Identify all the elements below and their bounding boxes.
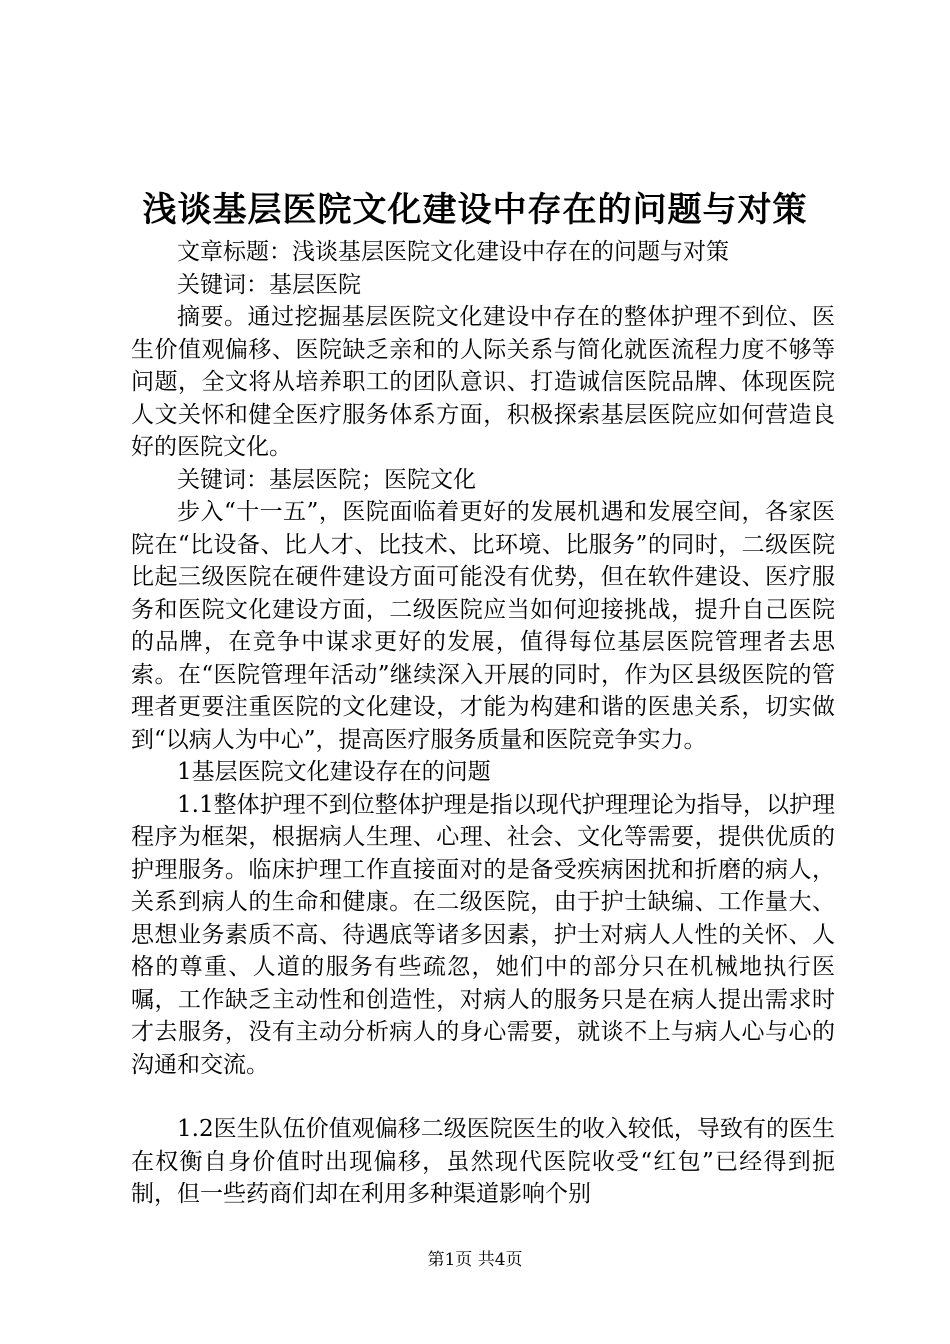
document-body (131, 236, 835, 1211)
keywords-line: 关键词：基层医院 (177, 271, 361, 298)
page-footer: 第1页 共4页 (427, 1250, 523, 1270)
article-title-line: 文章标题：浅谈基层医院文化建设中存在的问题与对策 (177, 239, 729, 265)
intro-paragraph: 步入“十一五”，医院面临着更好的发展机遇和发展空间，各家医院在“比设备、比人才、比技术、比环境、比服务”的同时，二级医院比起三级医院在硬件建设方面可能没有优势，但在软件建设、医疗服务和医院文化建设方面，二级医院应当如何迎接挑战，提升自己医院的品牌，在竞争中谋求更好的发展，值得每位基层医院管理者去思索。在“医院管理年活动”继续深入开展的同时，作为区县级医院的管理者更要注重医院的文化建设，才能为构建和谐的医患关系，切实做到“以病人为中心”，提高医疗服务质量和医院竞争实力。 (131, 499, 835, 753)
section-1-2-paragraph: 1.2医生队伍价值观偏移二级医院医生的收入较低，导致有的医生在权衡自身价值时出现偏移，虽然现代医院收受“红包”已经得到扼制，但一些药商们却在利用多种渠道影响个别 (131, 1116, 835, 1207)
keywords-line-full: 关键词：基层医院；医院文化 (177, 466, 476, 493)
abstract-paragraph: 摘要。通过挖掘基层医院文化建设中存在的整体护理不到位、医生价值观偏移、医院缺乏亲和的人际关系与简化就医流程力度不够等问题，全文将从培养职工的团队意识、打造诚信医院品牌、体现医院人文关怀和健全医疗服务体系方面，积极探索基层医院应如何营造良好的医院文化。 (131, 304, 835, 460)
section-1-1-paragraph: 1.1整体护理不到位整体护理是指以现代护理理论为指导，以护理程序为框架，根据病人生理、心理、社会、文化等需要，提供优质的护理服务。临床护理工作直接面对的是备受疾病困扰和折磨的病人，关系到病人的生命和健康。在二级医院，由于护士缺编、工作量大、思想业务素质不高、待遇底等诸多因素，护士对病人人性的关怀、人格的尊重、人道的服务有些疏忽，她们中的部分只在机械地执行医嘱，工作缺乏主动性和创造性，对病人的服务只是在病人提出需求时才去服务，没有主动分析病人的身心需要，就谈不上与病人心与心的沟通和交流。 (131, 791, 835, 1078)
document-title: 浅谈基层医院文化建设中存在的问题与对策 (142, 190, 808, 230)
section-heading: 1基层医院文化建设存在的问题 (177, 759, 491, 785)
